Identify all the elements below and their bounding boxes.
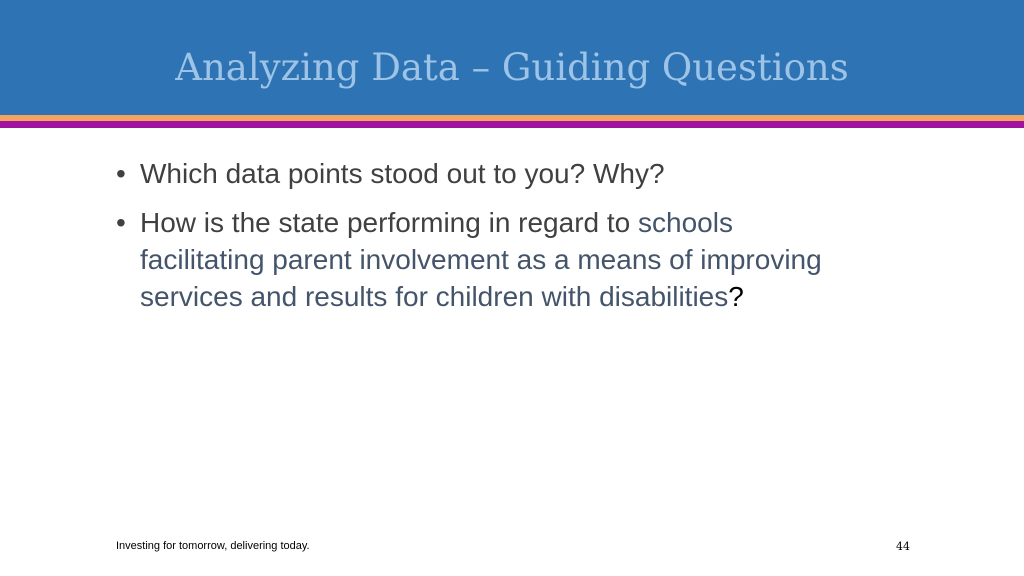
footer-tagline: Investing for tomorrow, delivering today. [116,540,310,552]
accent-stripe-purple [0,121,1024,128]
bullet-text-highlight: schools facilitating parent involvement as a means of improving services and results for children with disabilities [140,207,822,312]
bullet-text-suffix: ? [728,281,744,312]
slide-title: Analyzing Data – Guiding Questions [175,46,849,89]
bullet-text-prefix: How is the state performing in regard to [140,207,639,238]
slide-header [0,0,1024,115]
page-number: 44 [896,540,910,553]
bullet-list [116,155,836,327]
bullet-item [116,204,836,315]
bullet-text: Which data points stood out to you? Why? [140,158,665,189]
bullet-item [116,155,836,192]
